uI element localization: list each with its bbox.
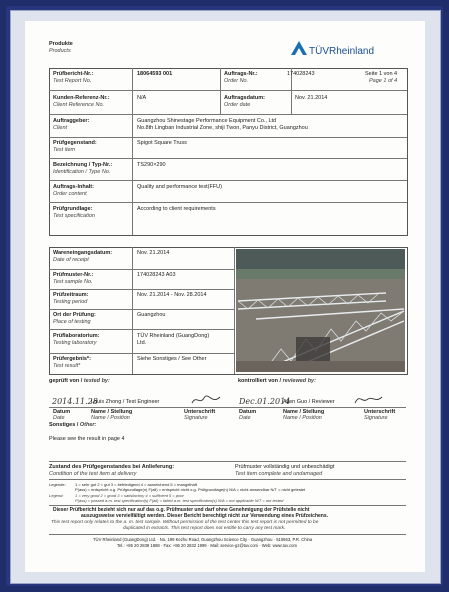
unterschrift-right: Unterschrift: [364, 409, 396, 415]
tested-by-en: tested by:: [83, 378, 110, 384]
date-left: Date: [53, 415, 65, 421]
result-label: Prüfergebnis*:: [53, 356, 91, 362]
brand-name: TÜVRheinland: [309, 46, 375, 57]
place-label-en: Place of testing: [53, 319, 91, 325]
date-right: Date: [239, 415, 251, 421]
client-ref: N/A: [137, 95, 147, 101]
report-no-label: Prüfbericht-Nr.:: [53, 71, 94, 77]
result: Siehe Sonstiges / See Other: [137, 356, 207, 362]
legend-row-1-de: 1 = sehr gut 2 = gut 3 = befriedigend 4 = ausreichend 5 = mangelhaft: [75, 482, 197, 487]
reviewed-by-de: kontrolliert von /: [238, 378, 283, 384]
test-item-photo: [236, 249, 405, 372]
order-no-label-en: Order No.: [224, 78, 249, 84]
condition-label-en: Condition of the test item at delivery: [49, 471, 137, 477]
certificate-frame: [6, 6, 443, 586]
legend-row-1b-de: P(ass) = entspricht o.g. Prüfgrundlage(n) F(ail) = entspricht nicht o.g. Prüfgrundlage(n) N/A = nicht anwendbar N/T = nicht getestet: [75, 487, 306, 492]
test-item-label: Prüfgegenstand:: [53, 140, 97, 146]
footer-contact: Tel.: +86 20 2839 1888 · Fax: +86 20 2832 1999 · Mail: service-gz@tuv.com · Web: www.tuv.com: [117, 543, 297, 548]
lab-line-2: Ltd.: [137, 340, 147, 346]
order-content: Quality and performance test(FFU): [137, 184, 222, 190]
page-counter-de: Seite 1 von 4: [365, 71, 398, 77]
tested-by-de: geprüft von /: [49, 378, 84, 384]
condition-value: Prüfmuster vollständig und unbeschädigt: [235, 464, 335, 470]
condition-label: Zustand des Prüfgegenstandes bei Anlieferung:: [49, 464, 175, 470]
sample-no-label: Prüfmuster-Nr.:: [53, 272, 94, 278]
signature-left: Signature: [184, 415, 208, 421]
sample-no-label-en: Test sample No.: [53, 279, 93, 285]
name-stellung-left: Name / Stellung: [91, 409, 133, 415]
other-label-en: Other:: [79, 422, 97, 428]
reviewed-by-heading: [238, 378, 316, 385]
testing-period-label-en: Testing period: [53, 299, 88, 305]
datum-right: Datum: [239, 409, 257, 415]
order-no-label: Auftrags-Nr.:: [224, 71, 258, 77]
lab-line-1: TÜV Rheinland (GuangDong): [137, 333, 210, 339]
unterschrift-left: Unterschrift: [184, 409, 216, 415]
report-no-label-en: Test Report No.: [53, 78, 92, 84]
legend-label-en: Legend:: [49, 493, 64, 498]
client-ref-label-en: Client Reference No.: [53, 102, 105, 108]
legend-row-2b-en: P(ass) = passed a.m. test specification(s) F(ail) = failed a.m. test specification(s) N/A = not applicable N/T = not tested: [75, 498, 284, 503]
signature-right: Signature: [364, 415, 388, 421]
reviewed-date-handwritten: Dec.01.2014: [239, 397, 291, 406]
truss-photo-drawing: [236, 249, 405, 372]
receipt-date-label-en: Date of receipt: [53, 257, 89, 263]
order-no: 174028243: [287, 71, 315, 77]
report-info-table: [49, 68, 408, 236]
frame-mat: [10, 10, 441, 584]
legend-row-2-en: 1 = very good 2 = good 3 = satisfactory 4 = sufficient 5 = poor: [75, 493, 184, 498]
products-label-en: Products: [49, 48, 71, 54]
order-date-label: Auftragsdatum:: [224, 95, 265, 101]
client-name: Guangzhou Shinestage Performance Equipment Co., Ltd: [137, 118, 277, 124]
products-label: Produkte: [49, 41, 73, 47]
testing-period-label: Prüfzeitraum:: [53, 292, 89, 298]
type-no-label: Bezeichnung / Typ-Nr.:: [53, 162, 113, 168]
client-label: Auftraggeber:: [53, 118, 90, 124]
report-page: [25, 21, 425, 572]
test-spec-label: Prüfgrundlage:: [53, 206, 93, 212]
type-no-label-en: Identification / Type No.: [53, 169, 111, 175]
place: Guangzhou: [137, 312, 166, 318]
test-item-label-en: Test item: [53, 147, 76, 153]
test-spec-label-en: Test specification: [53, 213, 95, 219]
disclaimer-en-2: duplicated in extracts. This test report does not entitle to carry any test mark.: [123, 526, 286, 531]
other-heading: [49, 422, 96, 429]
receipt-date: Nov. 21.2014: [137, 250, 170, 256]
lab-label: Prüflaboratorium:: [53, 333, 100, 339]
test-spec: According to client requirements: [137, 206, 216, 212]
receipt-date-label: Wareneingangsdatum:: [53, 250, 113, 256]
page-counter-en: Page 1 of 4: [369, 78, 398, 84]
result-label-en: Test result*: [53, 363, 81, 369]
tested-by-name: Louis Zhong / Test Engineer: [91, 399, 160, 405]
tested-date-handwritten: 2014.11.28: [52, 397, 98, 406]
order-content-label-en: Order content: [53, 191, 87, 197]
testing-period: Nov. 21.2014 - Nov. 28.2014: [137, 292, 207, 298]
order-date: Nov. 21.2014: [295, 95, 328, 101]
client-address: No.8th Lingban Industrial Zone, shiji Twon, Panyu District, Guangzhou: [137, 125, 308, 131]
type-no: TS290×290: [137, 162, 166, 168]
client-label-en: Client: [53, 125, 68, 131]
report-no: 18064593 001: [137, 71, 173, 77]
name-position-left: Name / Position: [91, 415, 130, 421]
other-text: Please see the result in page 4: [49, 436, 125, 442]
sample-no: 174028243 A03: [137, 272, 176, 278]
footer-address: TÜV Rheinland (GuangDong) Ltd. · No. 199 Kezhu Road, Guangzhou Science City · Guangzhou · 510663, P.R. China: [93, 537, 313, 542]
disclaimer-de-2: auszugsweise vervielfältigt werden. Dieser Bericht berechtigt nicht zur Verwendung eines Prüfzeichens.: [81, 513, 329, 519]
order-date-label-en: Order date: [224, 102, 251, 108]
condition-value-en: Test item complete and undamaged: [235, 471, 323, 477]
datum-left: Datum: [53, 409, 71, 415]
order-content-label: Auftrags-Inhalt:: [53, 184, 94, 190]
tested-by-heading: [49, 378, 110, 385]
disclaimer-de-1: Dieser Prüfbericht bezieht sich nur auf das o.g. Prüfmuster und darf ohne Genehmigung der Prüfstelle nicht: [53, 507, 310, 513]
reviewed-by-name: Allen Guo / Reviewer: [283, 399, 335, 405]
disclaimer-en-1: This test report only relates to the a. m. test sample. Without permission of the test center this test report is not permitted to be: [51, 520, 319, 525]
other-label-de: Sonstiges /: [49, 422, 80, 428]
name-stellung-right: Name / Stellung: [283, 409, 325, 415]
test-item: Spigot Square Truss: [137, 140, 187, 146]
reviewed-by-en: reviewed by:: [282, 378, 316, 384]
place-label: Ort der Prüfung:: [53, 312, 96, 318]
lab-label-en: Testing laboratory: [53, 340, 97, 346]
name-position-right: Name / Position: [283, 415, 322, 421]
client-ref-label: Kunden-Referenz-Nr.:: [53, 95, 110, 101]
legend-label-de: Legende:: [49, 482, 66, 487]
